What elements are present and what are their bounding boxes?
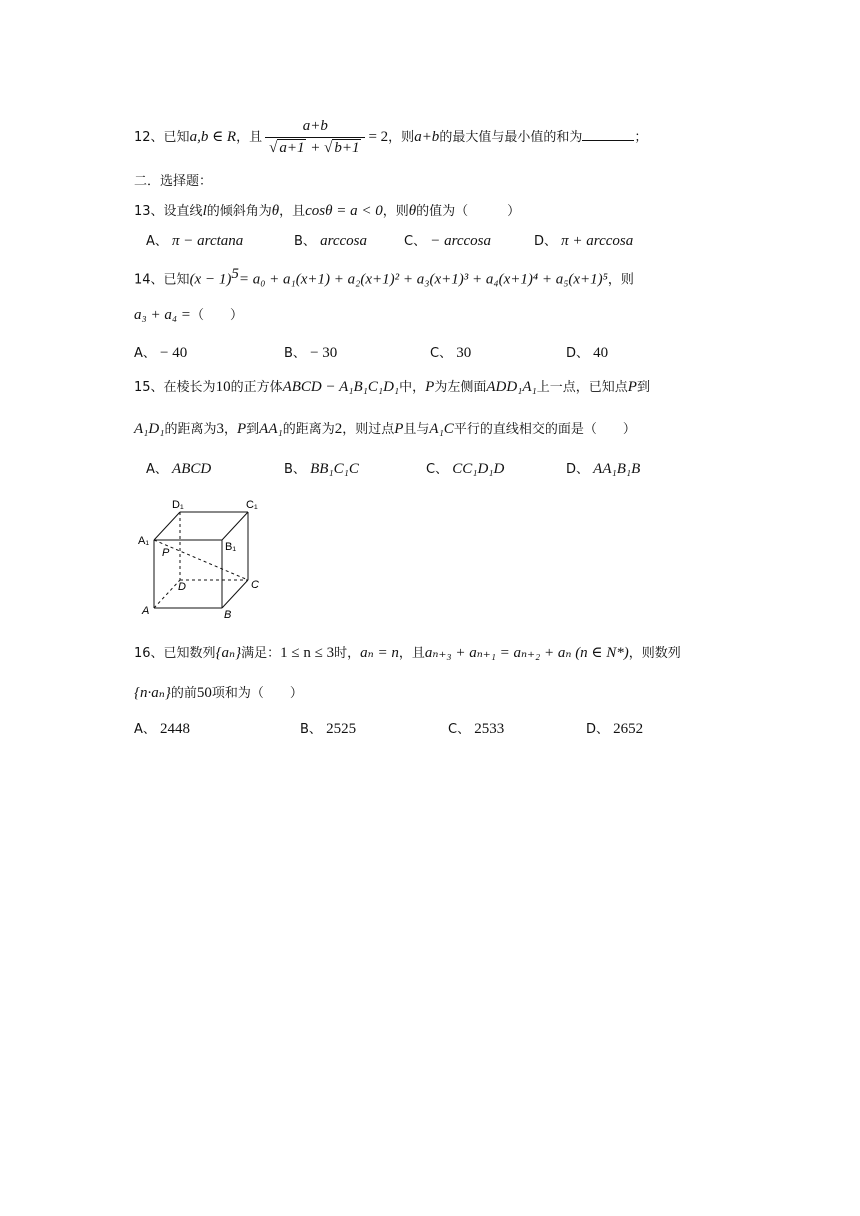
question-14: 14、已知$(x - 1)^5= a_0 + a_1(x+1) + a_2(x+1)^2 + a_3(x+1)^3 + a_4(x+1)^4 + a_5(x+1)^5$，则	[134, 266, 634, 288]
q15-option-b[interactable]: B、 BB₁C₁C	[284, 461, 359, 477]
label-c: C	[251, 579, 259, 591]
question-13: 13、设直线l的倾斜角为θ，且cosθ = a < 0，则θ的值为（ ）	[134, 203, 521, 219]
q16-option-a[interactable]: A、 2448	[134, 721, 191, 737]
label-b: B	[224, 609, 232, 621]
q16-option-c[interactable]: C、 2533	[448, 721, 505, 737]
label-a: A	[142, 605, 150, 617]
q14-option-c[interactable]: C、 30	[430, 345, 472, 361]
question-12: 12、已知a,b ∈ R，且 $\frac{a+b}{√ a+1 + √ b+1}$ = 2，则a+b的最大值与最小值的和为 ；	[134, 118, 648, 156]
label-a1: A₁	[138, 535, 150, 547]
q16-option-d[interactable]: D、 2652	[586, 721, 644, 737]
question-16-line2: {n·aₙ}的前50项和为（ ）	[134, 685, 303, 701]
label-d1: D₁	[172, 499, 184, 511]
q12-number: 12、	[134, 130, 164, 145]
question-14-line2: a₃ + a₄ =（ ）	[134, 307, 243, 323]
q15-option-a[interactable]: A、 ABCD	[146, 461, 212, 477]
q15-option-c[interactable]: C、 CC₁D₁D	[426, 461, 505, 477]
q13-option-c[interactable]: C、 − arccosa	[404, 233, 492, 249]
cube-figure	[134, 494, 274, 624]
question-15: 15、在棱长为10的正方体ABCD − A₁B₁C₁D₁中，P为左侧面ADD₁A₁上一点，已知点P到	[134, 379, 650, 395]
q13-option-b[interactable]: B、 arccosa	[294, 233, 367, 249]
q14-option-a[interactable]: A、 − 40	[134, 345, 188, 361]
answer-blank[interactable]	[582, 128, 634, 141]
label-c1: C₁	[246, 499, 258, 511]
label-d: D	[178, 581, 186, 593]
q14-option-d[interactable]: D、 40	[566, 345, 609, 361]
edge-ad	[154, 580, 180, 608]
section-title: 二．选择题：	[134, 174, 213, 189]
question-15-line2: A₁D₁的距离为3，P到AA₁的距离为2，则过点P且与A₁C平行的直线相交的面是（ ）	[134, 421, 636, 437]
question-16: 16、已知数列{aₙ}满足：1 ≤ n ≤ 3时，aₙ = n，且aₙ₊₃ + aₙ₊₁ = aₙ₊₂ + aₙ (n ∈ N*)，则数列	[134, 645, 681, 661]
q13-option-d[interactable]: D、 π + arccosa	[534, 233, 634, 249]
edge-bc	[222, 580, 248, 608]
label-p: P	[162, 547, 170, 559]
q13-option-a[interactable]: A、 π − arctana	[146, 233, 244, 249]
q14-option-b[interactable]: B、 − 30	[284, 345, 338, 361]
label-b1: B₁	[225, 541, 237, 553]
q16-option-b[interactable]: B、 2525	[300, 721, 357, 737]
q12-fraction: $\frac{a+b}{√ a+1 + √ b+1}$	[265, 118, 365, 157]
q12-condition: a,b ∈ R	[189, 129, 237, 145]
q15-option-d[interactable]: D、 AA₁B₁B	[566, 461, 641, 477]
edge-a1d1	[154, 512, 180, 540]
edge-b1c1	[222, 512, 248, 540]
